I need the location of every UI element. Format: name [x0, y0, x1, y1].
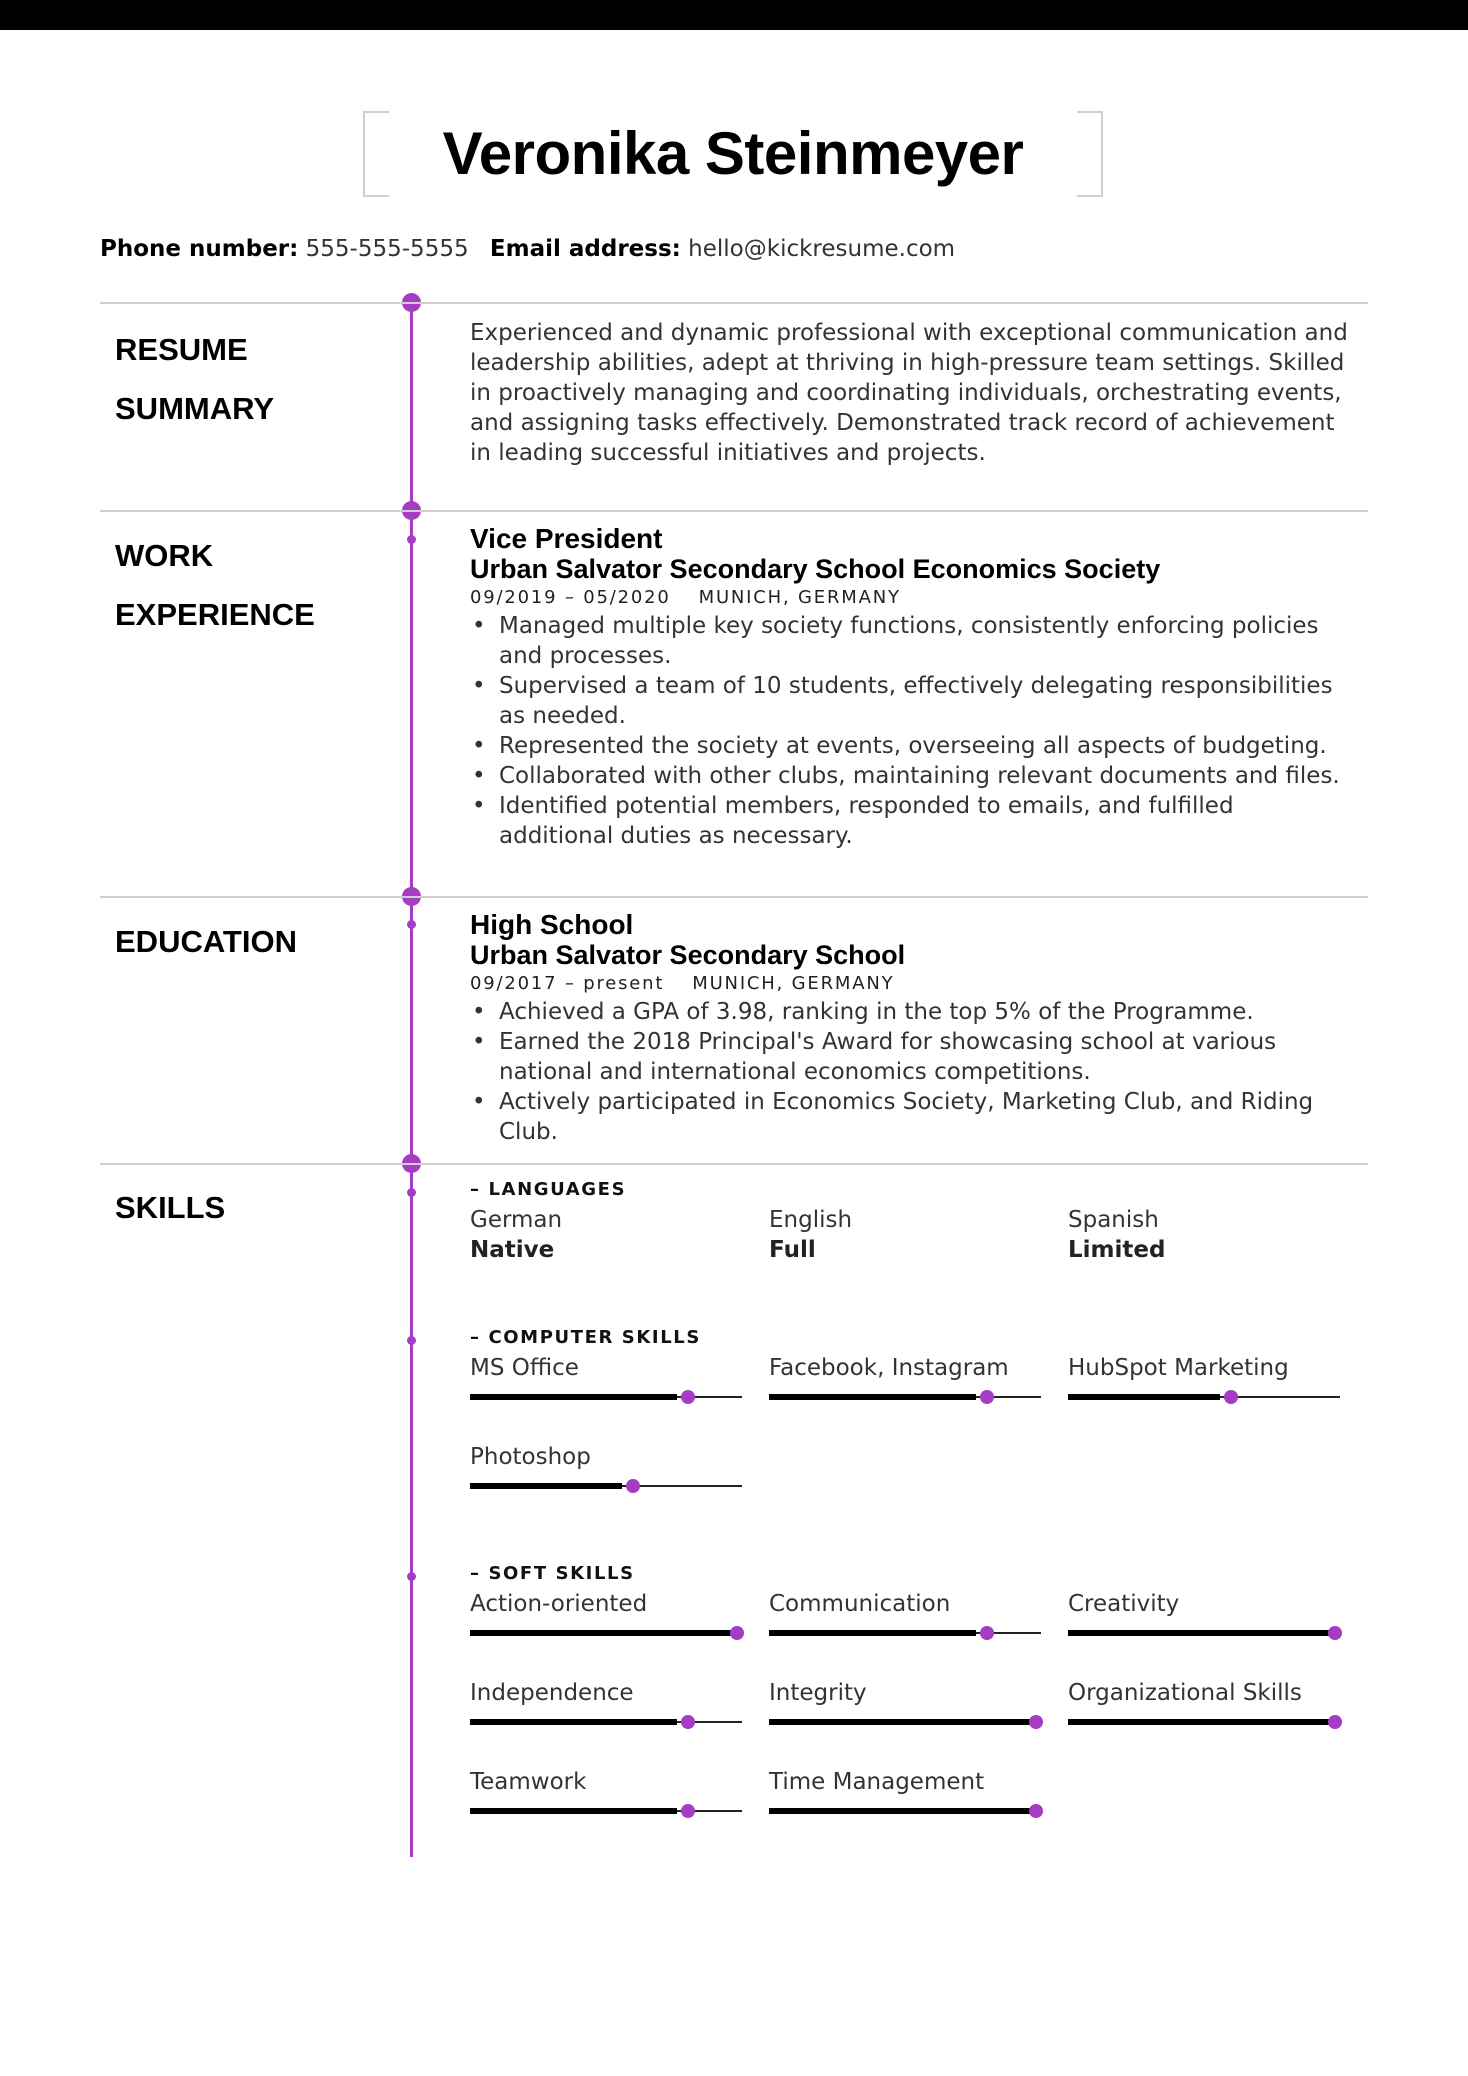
skill-knob: [1224, 1390, 1238, 1404]
skill-meter: [470, 1353, 742, 1393]
skill-knob: [1328, 1715, 1342, 1729]
skill-track: [1068, 1721, 1340, 1723]
skill-name: HubSpot Marketing: [1068, 1355, 1289, 1381]
skill-name: Independence: [470, 1680, 634, 1706]
skill-fill: [769, 1394, 976, 1400]
list-item: • Represented the society at events, overseeing all aspects of budgeting.: [470, 731, 1355, 761]
language-level: Full: [769, 1237, 816, 1263]
language-item: [769, 1205, 1049, 1265]
skill-track: [769, 1396, 1041, 1398]
skill-meter: [1068, 1353, 1340, 1393]
education-meta: [470, 971, 1355, 997]
education-location: MUNICH, GERMANY: [692, 973, 895, 994]
skill-meter: [1068, 1589, 1340, 1629]
phone-label: Phone number:: [100, 236, 299, 262]
education-title: EDUCATION: [115, 924, 297, 959]
list-item: • Collaborated with other clubs, maintaining relevant documents and files.: [470, 761, 1355, 791]
skill-knob: [1029, 1804, 1043, 1818]
skill-knob: [681, 1715, 695, 1729]
timeline-small-dot: [407, 1336, 416, 1345]
summary-title-line-1: RESUME: [115, 332, 248, 367]
section-divider: [100, 1163, 1368, 1165]
summary-section-title: [115, 320, 375, 438]
job-meta: [470, 585, 1355, 611]
candidate-name: Veronika Steinmeyer: [442, 120, 1024, 187]
language-name: German: [470, 1207, 563, 1233]
skill-track: [470, 1721, 742, 1723]
skill-fill: [470, 1394, 677, 1400]
skill-name: Photoshop: [470, 1444, 591, 1470]
email-label: Email address:: [489, 236, 681, 262]
timeline-small-dot: [407, 1572, 416, 1581]
skill-fill: [769, 1630, 976, 1636]
email-value: hello@kickresume.com: [688, 236, 956, 262]
skill-knob: [1328, 1626, 1342, 1640]
skill-fill: [470, 1630, 731, 1636]
timeline-small-dot: [407, 535, 416, 544]
list-item: • Managed multiple key society functions, consistently enforcing policies and processes.: [470, 611, 1355, 671]
skill-name: Organizational Skills: [1068, 1680, 1302, 1706]
skill-meter: [470, 1678, 742, 1718]
list-item: • Achieved a GPA of 3.98, ranking in the top 5% of the Programme.: [470, 997, 1355, 1027]
name-header: [363, 111, 1103, 197]
skill-fill: [769, 1808, 1030, 1814]
work-entry: [470, 524, 1355, 851]
job-organization: Urban Salvator Secondary School Economics Society: [470, 554, 1161, 584]
skill-track: [470, 1396, 742, 1398]
skill-name: Communication: [769, 1591, 951, 1617]
skill-meter: [470, 1442, 742, 1482]
job-dates: 09/2019 – 05/2020: [470, 587, 671, 608]
skill-name: Integrity: [769, 1680, 867, 1706]
list-item: • Earned the 2018 Principal's Award for showcasing school at various national and international economics competitions.: [470, 1027, 1355, 1087]
skill-track: [769, 1721, 1041, 1723]
language-name: English: [769, 1207, 853, 1233]
education-section-title: [115, 912, 375, 971]
timeline-small-dot: [407, 1188, 416, 1197]
skill-name: Teamwork: [470, 1769, 587, 1795]
skill-track: [470, 1485, 742, 1487]
skill-track: [769, 1810, 1041, 1812]
language-item: [470, 1205, 750, 1265]
list-item: • Actively participated in Economics Society, Marketing Club, and Riding Club.: [470, 1087, 1355, 1147]
education-school: Urban Salvator Secondary School: [470, 940, 906, 970]
skill-knob: [681, 1804, 695, 1818]
skills-section-title: [115, 1178, 375, 1237]
job-bullets: [470, 611, 1355, 851]
skill-fill: [769, 1719, 1030, 1725]
skill-meter: [769, 1678, 1041, 1718]
job-location: MUNICH, GERMANY: [698, 587, 901, 608]
skill-name: MS Office: [470, 1355, 579, 1381]
skill-knob: [980, 1390, 994, 1404]
skill-meter: [769, 1589, 1041, 1629]
section-divider: [100, 510, 1368, 512]
skill-name: Creativity: [1068, 1591, 1180, 1617]
timeline-small-dot: [407, 920, 416, 929]
skill-fill: [1068, 1394, 1220, 1400]
list-item: • Identified potential members, responded to emails, and fulfilled additional duties as necessary.: [470, 791, 1355, 851]
top-bar: [0, 0, 1468, 30]
skill-fill: [470, 1719, 677, 1725]
skill-track: [1068, 1632, 1340, 1634]
language-level: Limited: [1068, 1237, 1166, 1263]
skill-track: [470, 1810, 742, 1812]
skill-meter: [1068, 1678, 1340, 1718]
skill-track: [470, 1632, 742, 1634]
skill-meter: [470, 1589, 742, 1629]
language-level: Native: [470, 1237, 555, 1263]
phone-value: 555-555-5555: [305, 236, 469, 262]
skill-fill: [1068, 1719, 1329, 1725]
skills-title: SKILLS: [115, 1190, 226, 1225]
section-divider: [100, 302, 1368, 304]
skill-track: [1068, 1396, 1340, 1398]
education-entry: [470, 910, 1355, 1147]
summary-text: Experienced and dynamic professional with exceptional communication and leadership abilities, adept at thriving in high-pressure team settings. Skilled in proactively managing and coordinating individuals, orchestrating events, and assigning tasks effectively. Demonstrated track record of achievement in leading successful initiatives and projects.: [470, 320, 1348, 466]
education-title-text: High School: [470, 909, 634, 940]
skill-name: Facebook, Instagram: [769, 1355, 1009, 1381]
skill-knob: [980, 1626, 994, 1640]
contact-line: [100, 236, 969, 262]
summary-title-line-2: SUMMARY: [115, 391, 275, 426]
skill-fill: [1068, 1630, 1329, 1636]
education-bullets: [470, 997, 1355, 1147]
skill-track: [769, 1632, 1041, 1634]
job-title: Vice President: [470, 523, 663, 554]
skill-knob: [681, 1390, 695, 1404]
skill-knob: [626, 1479, 640, 1493]
skill-knob: [1029, 1715, 1043, 1729]
work-section-title: [115, 526, 375, 644]
skill-name: Time Management: [769, 1769, 985, 1795]
education-dates: 09/2017 – present: [470, 973, 665, 994]
skill-knob: [730, 1626, 744, 1640]
section-divider: [100, 896, 1368, 898]
skill-name: Action-oriented: [470, 1591, 648, 1617]
skill-fill: [470, 1483, 622, 1489]
work-title-line-2: EXPERIENCE: [115, 597, 315, 632]
work-title-line-1: WORK: [115, 538, 214, 573]
languages-heading: – LANGUAGES: [470, 1179, 627, 1200]
language-item: [1068, 1205, 1348, 1265]
skill-meter: [470, 1767, 742, 1807]
language-name: Spanish: [1068, 1207, 1159, 1233]
skill-meter: [769, 1353, 1041, 1393]
list-item: • Supervised a team of 10 students, effectively delegating responsibilities as needed.: [470, 671, 1355, 731]
skill-fill: [470, 1808, 677, 1814]
computer-skills-heading: – COMPUTER SKILLS: [470, 1327, 701, 1348]
skill-meter: [769, 1767, 1041, 1807]
soft-skills-heading: – SOFT SKILLS: [470, 1563, 635, 1584]
